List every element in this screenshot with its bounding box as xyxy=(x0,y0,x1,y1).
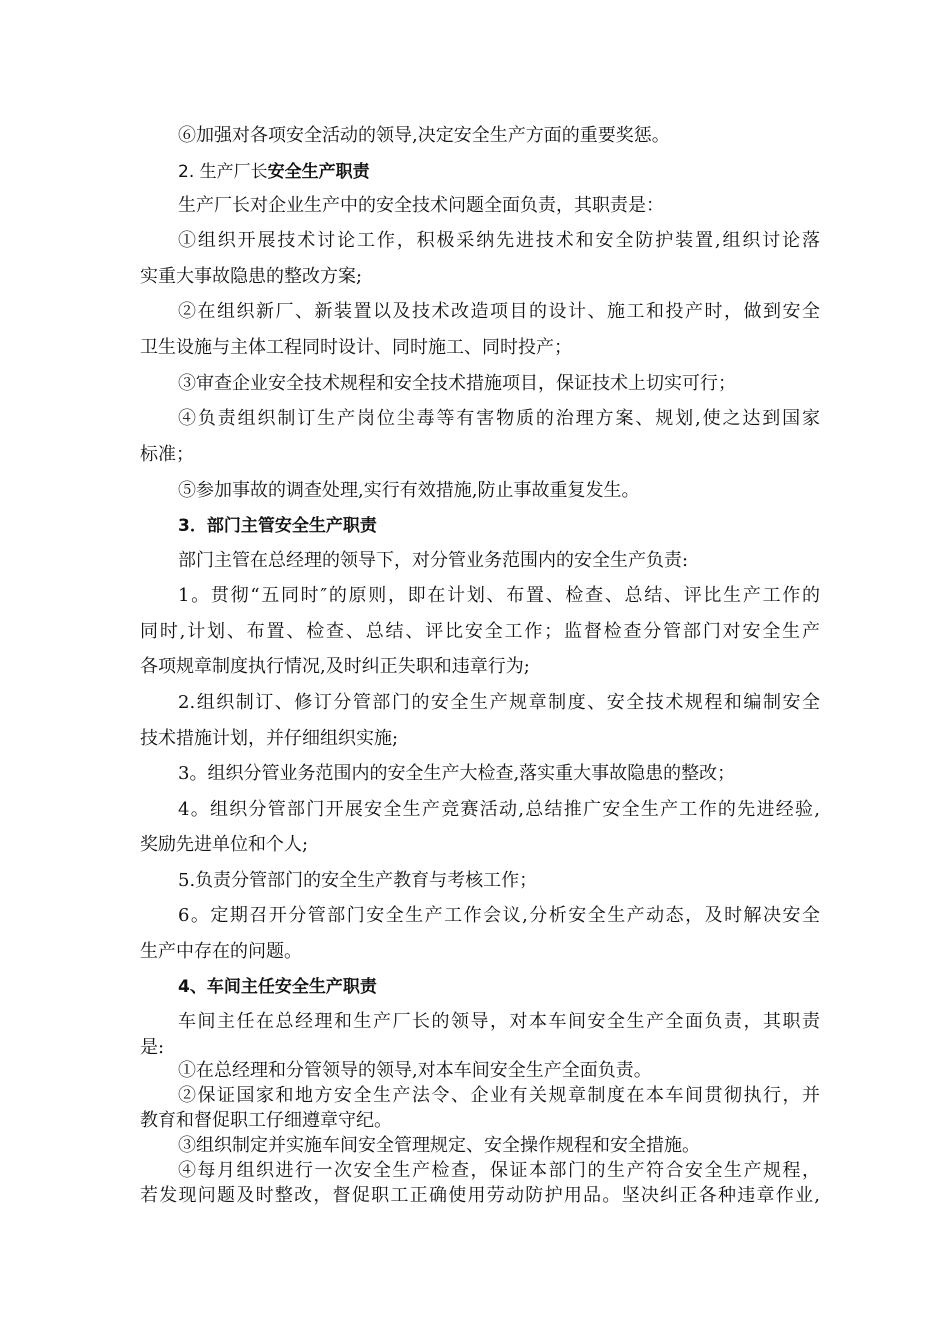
s4-heading: 4、车间主任安全生产职责 xyxy=(178,977,377,997)
s2-item2-line1: ②在组织新厂、新装置以及技术改造项目的设计、施工和投产时，做到安全 xyxy=(178,301,820,322)
s2-item5: ⑤参加事故的调查处理,实行有效措施,防止事故重复发生。 xyxy=(178,480,640,501)
s4-intro-line2: 是: xyxy=(140,1037,165,1058)
s1-item6: ⑥加强对各项安全活动的领导,决定安全生产方面的重要奖惩。 xyxy=(178,125,670,146)
s4-item1: ①在总经理和分管领导的领导,对本车间安全生产全面负责。 xyxy=(178,1060,652,1081)
s4-item3: ③组织制定并实施车间安全管理规定、安全操作规程和安全措施。 xyxy=(178,1135,700,1156)
s3-item1-line3: 各项规章制度执行情况,及时纠正失职和违章行为; xyxy=(140,656,530,677)
s2-item3: ③审查企业安全技术规程和安全技术措施项目，保证技术上切实可行； xyxy=(178,373,736,394)
s4-intro-line1: 车间主任在总经理和生产厂长的领导，对本车间安全生产全面负责，其职责 xyxy=(178,1011,820,1032)
s3-item4-line1: 4。组织分管部门开展安全生产竞赛活动,总结推广安全生产工作的先进经验, xyxy=(178,799,820,820)
s2-item2-line2: 卫生设施与主体工程同时设计、同时施工、同时投产； xyxy=(140,337,572,358)
s4-item2-line2: 教育和督促职工仔细遵章守纪。 xyxy=(140,1110,392,1131)
s3-item6-line2: 生产中存在的问题。 xyxy=(140,941,302,962)
s2-item4-line1: ④负责组织制订生产岗位尘毒等有害物质的治理方案、规划,使之达到国家 xyxy=(178,408,820,429)
s3-item2-line1: 2.组织制订、修订分管部门的安全生产规章制度、安全技术规程和编制安全 xyxy=(178,692,820,713)
s3-item3: 3。组织分管业务范围内的安全生产大检查,落实重大事故隐患的整改； xyxy=(178,763,736,784)
s3-intro: 部门主管在总经理的领导下，对分管业务范围内的安全生产负责: xyxy=(178,550,689,571)
s2-heading-prefix: 2. 生产厂长 xyxy=(178,162,268,182)
s3-item6-line1: 6。定期召开分管部门安全生产工作会议,分析安全生产动态，及时解决安全 xyxy=(178,905,820,926)
s4-item2-line1: ②保证国家和地方安全生产法令、企业有关规章制度在本车间贯彻执行，并 xyxy=(178,1085,820,1106)
s2-heading-bold: 安全生产职责 xyxy=(267,162,370,182)
s2-heading xyxy=(178,160,820,184)
s3-item5: 5.负责分管部门的安全生产教育与考核工作； xyxy=(178,870,538,891)
s4-item4-line2: 若发现问题及时整改，督促职工正确使用劳动防护用品。坚决纠正各种违章作业, xyxy=(140,1185,820,1206)
s4-item4-line1: ④每月组织进行一次安全生产检查，保证本部门的生产符合安全生产规程， xyxy=(178,1160,820,1181)
s2-item1-line1: ①组织开展技术讨论工作，积极采纳先进技术和安全防护装置,组织讨论落 xyxy=(178,230,820,251)
s3-item4-line2: 奖励先进单位和个人; xyxy=(140,834,309,855)
s3-heading: 3．部门主管安全生产职责 xyxy=(178,516,377,536)
s3-item1-line1: 1。贯彻“五同时″的原则，即在计划、布置、检查、总结、评比生产工作的 xyxy=(178,585,820,606)
s3-item2-line2: 技术措施计划，并仔细组织实施; xyxy=(140,728,399,749)
s2-item1-line2: 实重大事故隐患的整改方案; xyxy=(140,266,363,287)
s2-intro: 生产厂长对企业生产中的安全技术问题全面负责，其职责是： xyxy=(178,195,664,216)
s2-item4-line2: 标准； xyxy=(140,444,194,465)
s3-item1-line2: 同时,计划、布置、检查、总结、评比安全工作；监督检查分管部门对安全生产 xyxy=(140,621,820,642)
